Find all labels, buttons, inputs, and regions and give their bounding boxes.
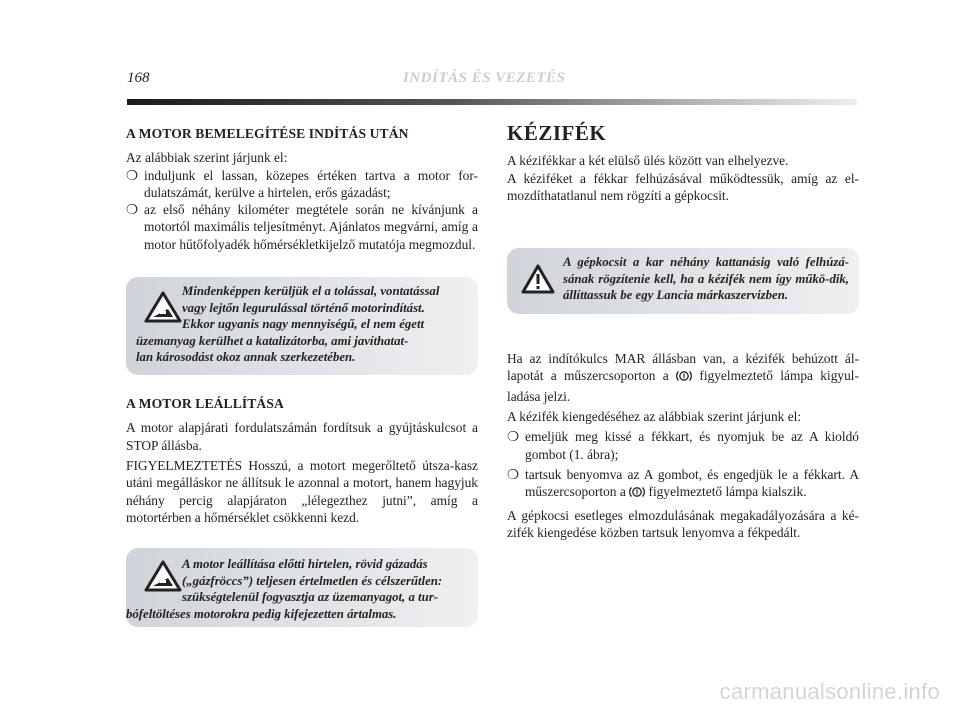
bullet-text: tartsuk benyomva az A gombot, és engedjük le a fékkart. A műszercsoporton a ! figyelmeztető lámpa kialszik.	[525, 466, 859, 504]
warning-text: Mindenképpen kerüljük el a tolással, vontatással vagy lejtőn legurulással történő motorindítást. Ekkor ugyanis nagy mennyiségű, el nem égett üzemanyag kerülhet a katalizátorba, ami javíthatat- lan károsodást okoz annak szerkezetében.	[136, 284, 440, 365]
bullet-text: emeljük meg kissé a fékkart, és nyomjuk be az A kioldó gombot (1. ábra);	[525, 429, 859, 462]
handbrake-paragraph-4: A kézifék kiengedéséhez az alábbiak szerint járjunk el:	[507, 409, 802, 425]
bullet-mark: ❍	[507, 429, 520, 445]
road-slope-warning-icon	[144, 560, 182, 597]
warning-box-towing	[126, 277, 478, 375]
road-slope-warning-icon	[144, 291, 182, 328]
warning-text: A motor leállítása előtti hirtelen, rövid gázadás („gázfröccs”) teljesen értelmetlen és célszerűtlen: szükségtelenül fogyasztja az üzemanyagot, a tur- bófeltöltéses motorokra pedig kifejezetten ártalmas.	[126, 557, 443, 621]
bullet-text: az első néhány kilométer megtétele során ne kívánjunk a motortól maximális teljesítményt. Ajánlatos megvárni, amíg a motor hűtőfolyadék hőmérsékletkijelző mutatója megmozdul.	[144, 202, 478, 252]
bullet-mark: ❍	[507, 466, 520, 482]
handbrake-paragraph-2: A kéziféket a fékkar felhúzásával működtessük, amíg az el-mozdíthatatlanul nem rögzíti a gépkocsit.	[507, 170, 859, 203]
header-rule	[127, 99, 857, 105]
stopping-paragraph-1: A motor alapjárati fordulatszámán fordítsuk a gyújtáskulcsot a STOP állásba.	[126, 420, 478, 453]
page-number: 168	[127, 70, 150, 86]
list-item	[126, 167, 478, 202]
exclamation-warning-icon	[521, 264, 555, 299]
stopping-paragraph-2: FIGYELMEZTETÉS Hosszú, a motort megerőltető útsza-kasz utáni megálláskor ne állítsuk le azonnal a motort, hanem hagyjuk néhány percig alapjáraton „lélegezthez jutni”, amíg a motortérben a hőmérséklet csökkenni kezd.	[126, 457, 478, 525]
list-item	[507, 466, 859, 504]
brake-warning-lamp-icon	[629, 485, 645, 503]
warning-box-handbrake	[507, 248, 859, 314]
bullet-mark: ❍	[126, 167, 139, 183]
section-title-handbrake: KÉZIFÉK	[507, 121, 607, 145]
handbrake-paragraph-5: A gépkocsi esetleges elmozdulásának megakadályozására a ké-zifék kiengedése közben tartsuk lenyomva a fékpedált.	[507, 507, 859, 540]
section-title-stopping: A MOTOR LEÁLLÍTÁSA	[126, 396, 284, 412]
bullet-mark: ❍	[126, 202, 139, 218]
warning-box-revving	[126, 548, 478, 627]
brake-warning-lamp-icon	[676, 369, 692, 387]
list-item	[507, 428, 859, 463]
handbrake-paragraph-1: A kézifékkar a két elülső ülés között van elhelyezve.	[507, 153, 789, 169]
svg-text:!: !	[682, 372, 686, 381]
section-title-warmup: A MOTOR BEMELEGÍTÉSE INDÍTÁS UTÁN	[126, 126, 409, 141]
warning-text: A gépkocsit a kar néhány kattanásig való felhúzá-sának rögzítenie kell, ha a kézifék nem így műkö-dik, állíttassuk be egy Lancia márkaszervizben.	[563, 255, 849, 303]
warmup-intro: Az alábbiak szerint járjunk el:	[126, 150, 288, 166]
left-column	[126, 125, 478, 627]
svg-text:!: !	[635, 488, 639, 497]
list-item	[126, 201, 478, 253]
bullet-text: induljunk el lassan, közepes értéken tartva a motor for-dulatszámát, kerülve a hirtelen, erős gázadást;	[144, 167, 478, 200]
handbrake-paragraph-3: Ha az indítókulcs MAR állásban van, a kézifék behúzott ál-lapotát a műszercsoporton a ! figyelmeztető lámpa kigyul-ladása jelzi.	[507, 351, 859, 404]
watermark: carmanualsonline.info	[719, 679, 940, 704]
right-column	[507, 121, 859, 541]
chapter-title: INDÍTÁS ÉS VEZETÉS	[403, 70, 566, 86]
